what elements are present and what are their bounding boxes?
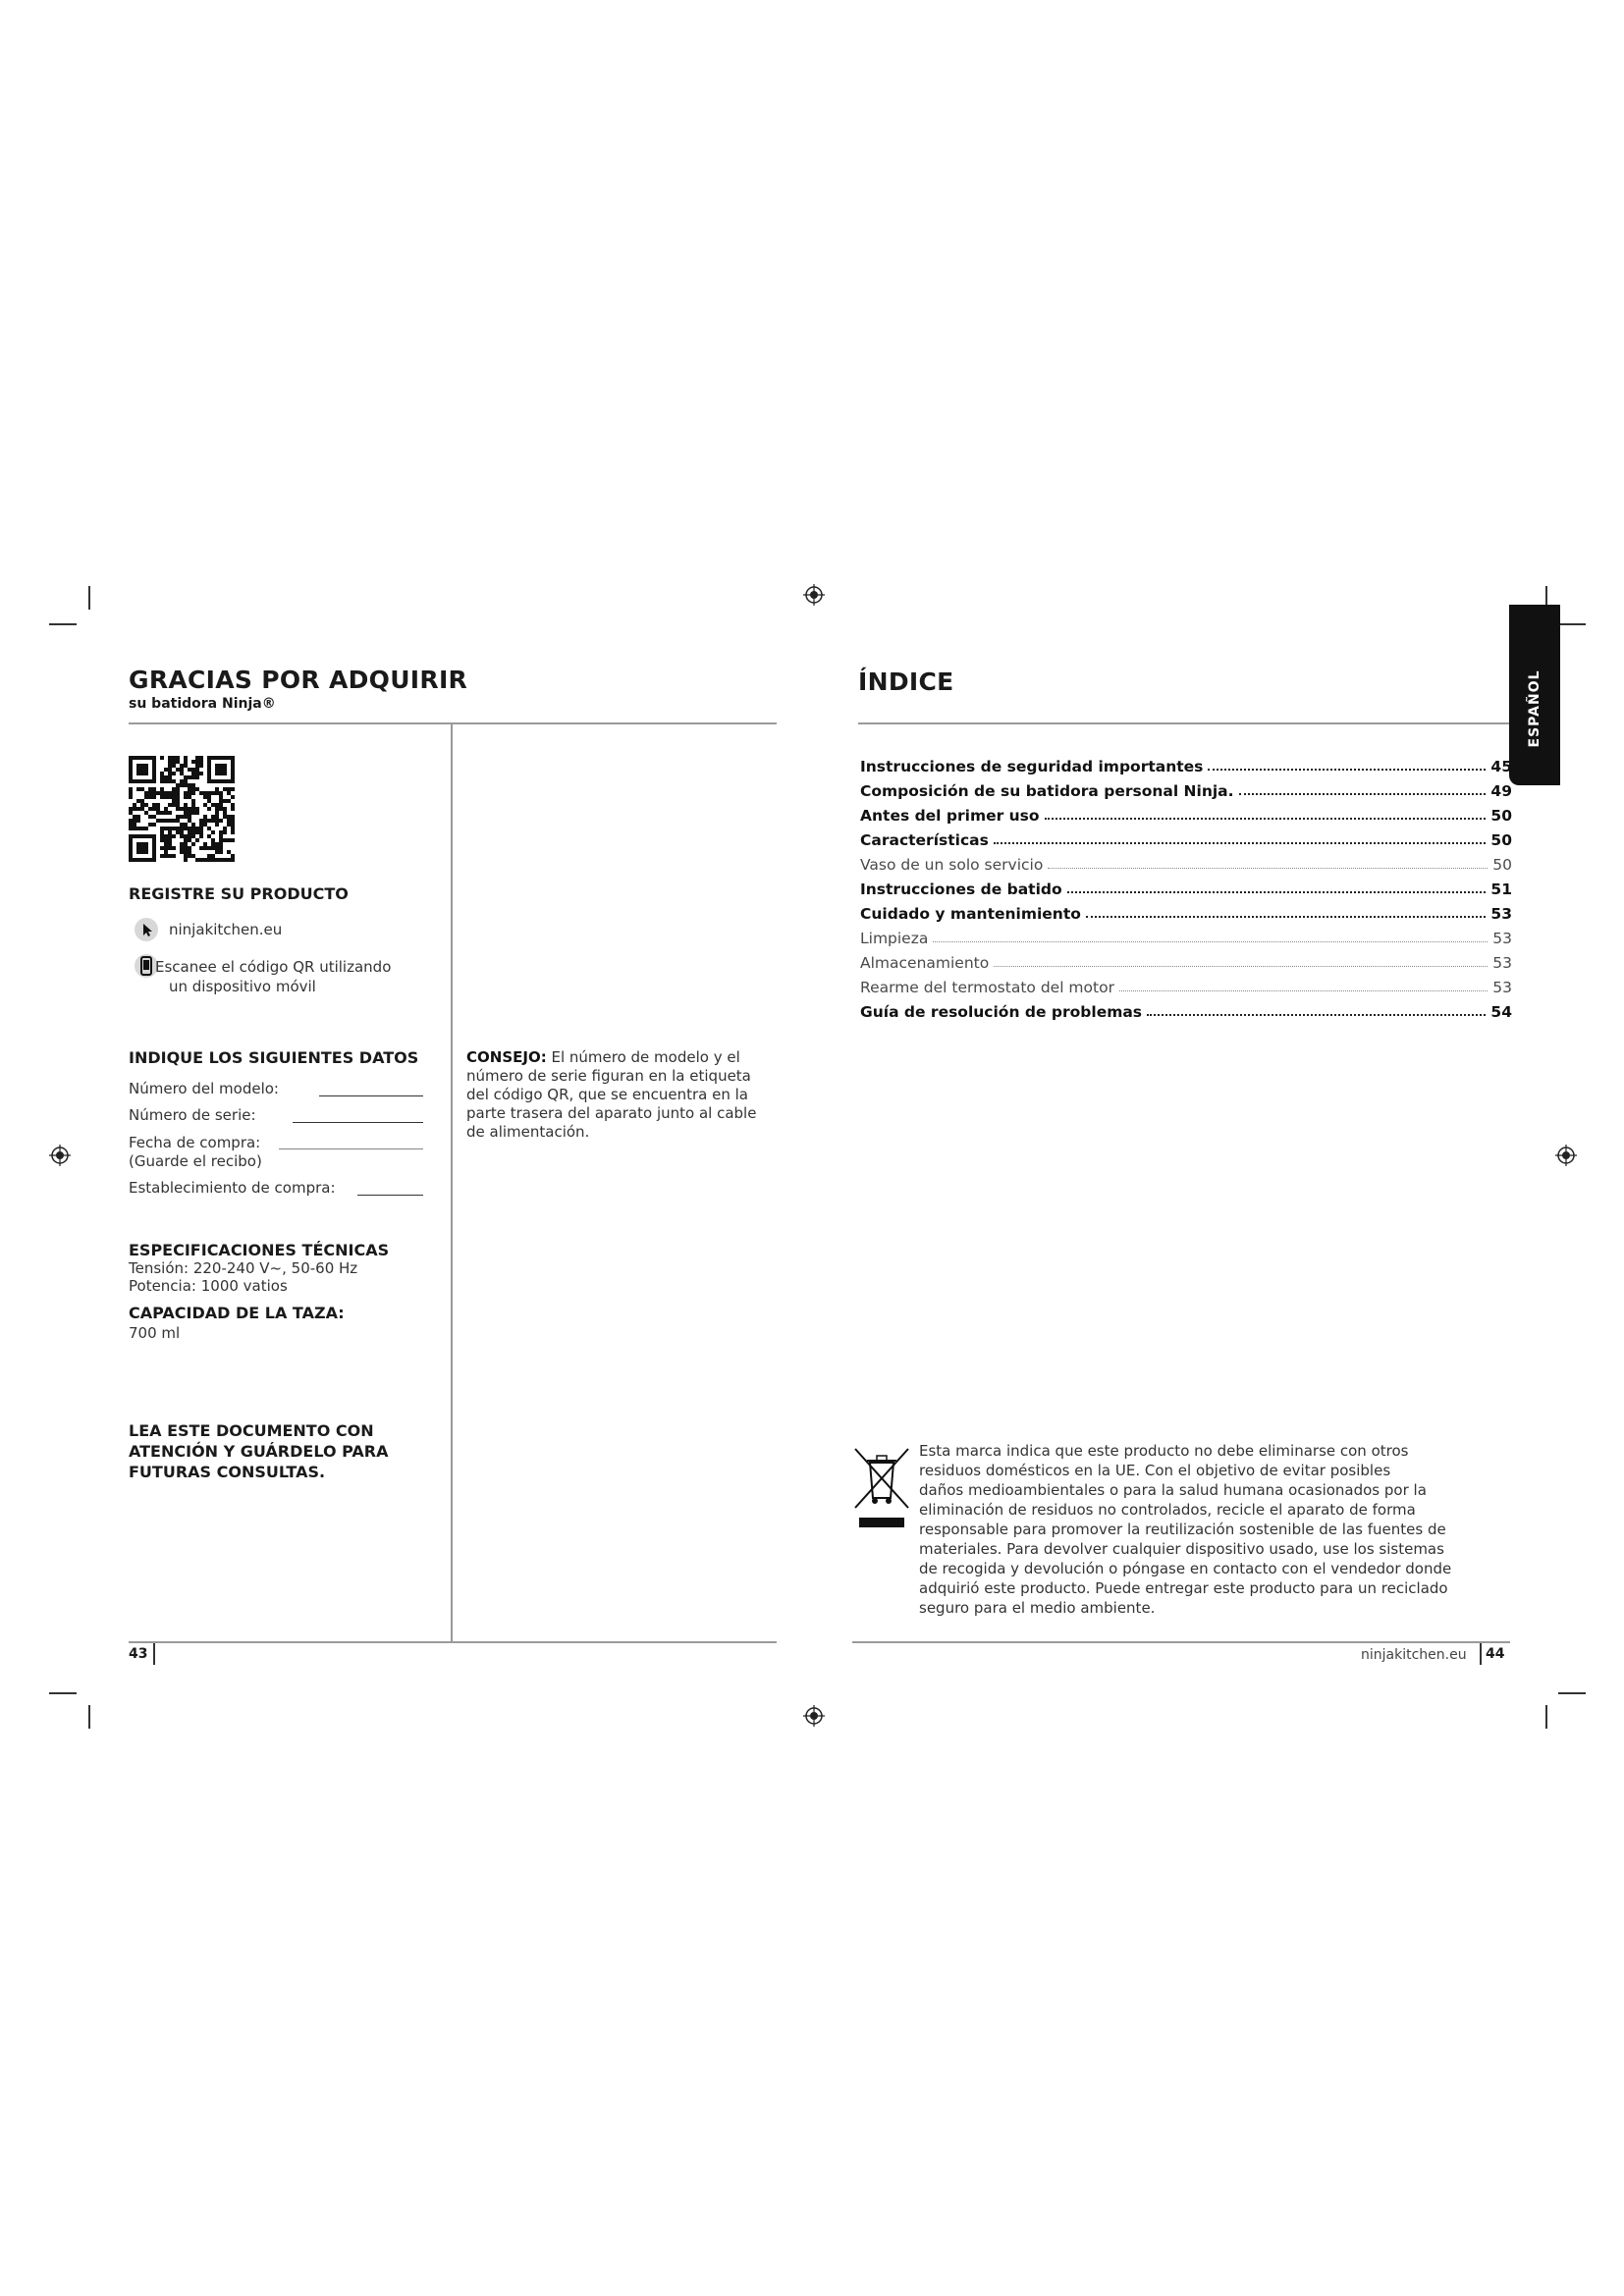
register-heading: REGISTRE SU PRODUCTO (129, 884, 349, 903)
tip-line1: El número de modelo y el (551, 1048, 740, 1066)
toc-entry[interactable]: Instrucciones de seguridad importantes 45 (860, 758, 1512, 775)
page-title: GRACIAS POR ADQUIRIR (129, 666, 468, 694)
register-scan-line2: un dispositivo móvil (169, 978, 316, 995)
crop-mark (1558, 623, 1586, 625)
column-divider (451, 723, 453, 1641)
capacity-heading: CAPACIDAD DE LA TAZA: (129, 1304, 345, 1322)
notice-line1: LEA ESTE DOCUMENTO CON (129, 1421, 374, 1440)
tip-line2: número de serie figuran en la etiqueta (466, 1067, 751, 1085)
weee-line: daños medioambientales o para la salud humana ocasionados por la (919, 1481, 1427, 1499)
specs-heading: ESPECIFICACIONES TÉCNICAS (129, 1241, 390, 1259)
crossed-out-bin-icon (853, 1447, 910, 1531)
page-number: 43 (129, 1646, 148, 1662)
crop-mark (88, 586, 90, 610)
data-heading: INDIQUE LOS SIGUIENTES DATOS (129, 1048, 419, 1067)
language-tab-label: ESPAÑOL (1527, 669, 1543, 748)
footer-divider (852, 1641, 1510, 1643)
toc-entry[interactable]: Instrucciones de batido 51 (860, 881, 1512, 898)
tip-line5: de alimentación. (466, 1123, 590, 1141)
weee-line: de recogida y devolución o póngase en contacto con el vendedor donde (919, 1560, 1452, 1577)
page-number-divider (153, 1643, 155, 1665)
tip-line4: parte trasera del aparato junto al cable (466, 1104, 757, 1122)
qr-code[interactable] (129, 756, 235, 862)
specs-power: Potencia: 1000 vatios (129, 1277, 288, 1295)
model-field[interactable] (319, 1095, 423, 1096)
page-number: 44 (1486, 1646, 1505, 1662)
title-divider (858, 722, 1512, 724)
registration-mark-icon (49, 1145, 71, 1166)
crop-mark (88, 1705, 90, 1729)
footer-website[interactable]: ninjakitchen.eu (1361, 1647, 1467, 1663)
index-title: ÍNDICE (858, 667, 954, 696)
toc-entry[interactable]: Almacenamiento 53 (860, 954, 1512, 972)
notice-line2: ATENCIÓN Y GUÁRDELO PARA (129, 1442, 389, 1461)
notice-block (129, 1420, 388, 1482)
weee-line: adquirió este producto. Puede entregar este producto para un reciclado (919, 1579, 1448, 1597)
tip-label: CONSEJO: (466, 1048, 547, 1066)
registration-mark-icon (1555, 1145, 1577, 1166)
page-number-divider (1480, 1643, 1482, 1665)
crop-mark (49, 623, 77, 625)
capacity-value: 700 ml (129, 1324, 181, 1342)
weee-notice (919, 1441, 1518, 1618)
register-website[interactable]: ninjakitchen.eu (169, 921, 283, 938)
crop-mark (49, 1692, 77, 1694)
specs-voltage: Tensión: 220-240 V~, 50-60 Hz (129, 1259, 358, 1277)
store-label: Establecimiento de compra: (129, 1179, 336, 1197)
title-divider (129, 722, 777, 724)
weee-line: eliminación de residuos no controlados, recicle el aparato de forma (919, 1501, 1416, 1519)
weee-line: responsable para promover la reutilización sostenible de las fuentes de (919, 1521, 1446, 1538)
crop-mark (1545, 1705, 1547, 1729)
mouse-pointer-icon (135, 918, 158, 941)
crop-mark (1558, 1692, 1586, 1694)
registration-mark-icon (803, 1705, 825, 1727)
weee-line: residuos domésticos en la UE. Con el objetivo de evitar posibles (919, 1462, 1391, 1479)
language-tab[interactable] (1509, 605, 1560, 785)
toc-entry[interactable]: Rearme del termostato del motor 53 (860, 979, 1512, 996)
toc-entry[interactable]: Limpieza 53 (860, 930, 1512, 947)
notice-line3: FUTURAS CONSULTAS. (129, 1463, 326, 1481)
model-label: Número del modelo: (129, 1080, 279, 1097)
toc-entry[interactable]: Vaso de un solo servicio 50 (860, 856, 1512, 874)
footer-divider (129, 1641, 777, 1643)
store-field[interactable] (357, 1194, 423, 1196)
weee-line: seguro para el medio ambiente. (919, 1599, 1156, 1617)
date-field[interactable] (279, 1148, 423, 1149)
serial-field[interactable] (293, 1121, 423, 1123)
date-note: (Guarde el recibo) (129, 1152, 262, 1170)
date-label: Fecha de compra: (129, 1134, 261, 1151)
tip-block (466, 1048, 781, 1142)
register-scan-line1: Escanee el código QR utilizando (155, 958, 392, 976)
toc-entry[interactable]: Composición de su batidora personal Ninja. 49 (860, 782, 1512, 800)
toc-entry[interactable]: Antes del primer uso 50 (860, 807, 1512, 825)
serial-label: Número de serie: (129, 1106, 256, 1124)
toc-entry[interactable]: Guía de resolución de problemas 54 (860, 1003, 1512, 1021)
toc-entry[interactable]: Cuidado y mantenimiento 53 (860, 905, 1512, 923)
weee-line: Esta marca indica que este producto no debe eliminarse con otros (919, 1442, 1409, 1460)
page-subtitle: su batidora Ninja® (129, 696, 276, 712)
weee-line: materiales. Para devolver cualquier dispositivo usado, use los sistemas (919, 1540, 1444, 1558)
toc-entry[interactable]: Características 50 (860, 831, 1512, 849)
tip-line3: del código QR, que se encuentra en la (466, 1086, 748, 1103)
registration-mark-icon (803, 584, 825, 606)
